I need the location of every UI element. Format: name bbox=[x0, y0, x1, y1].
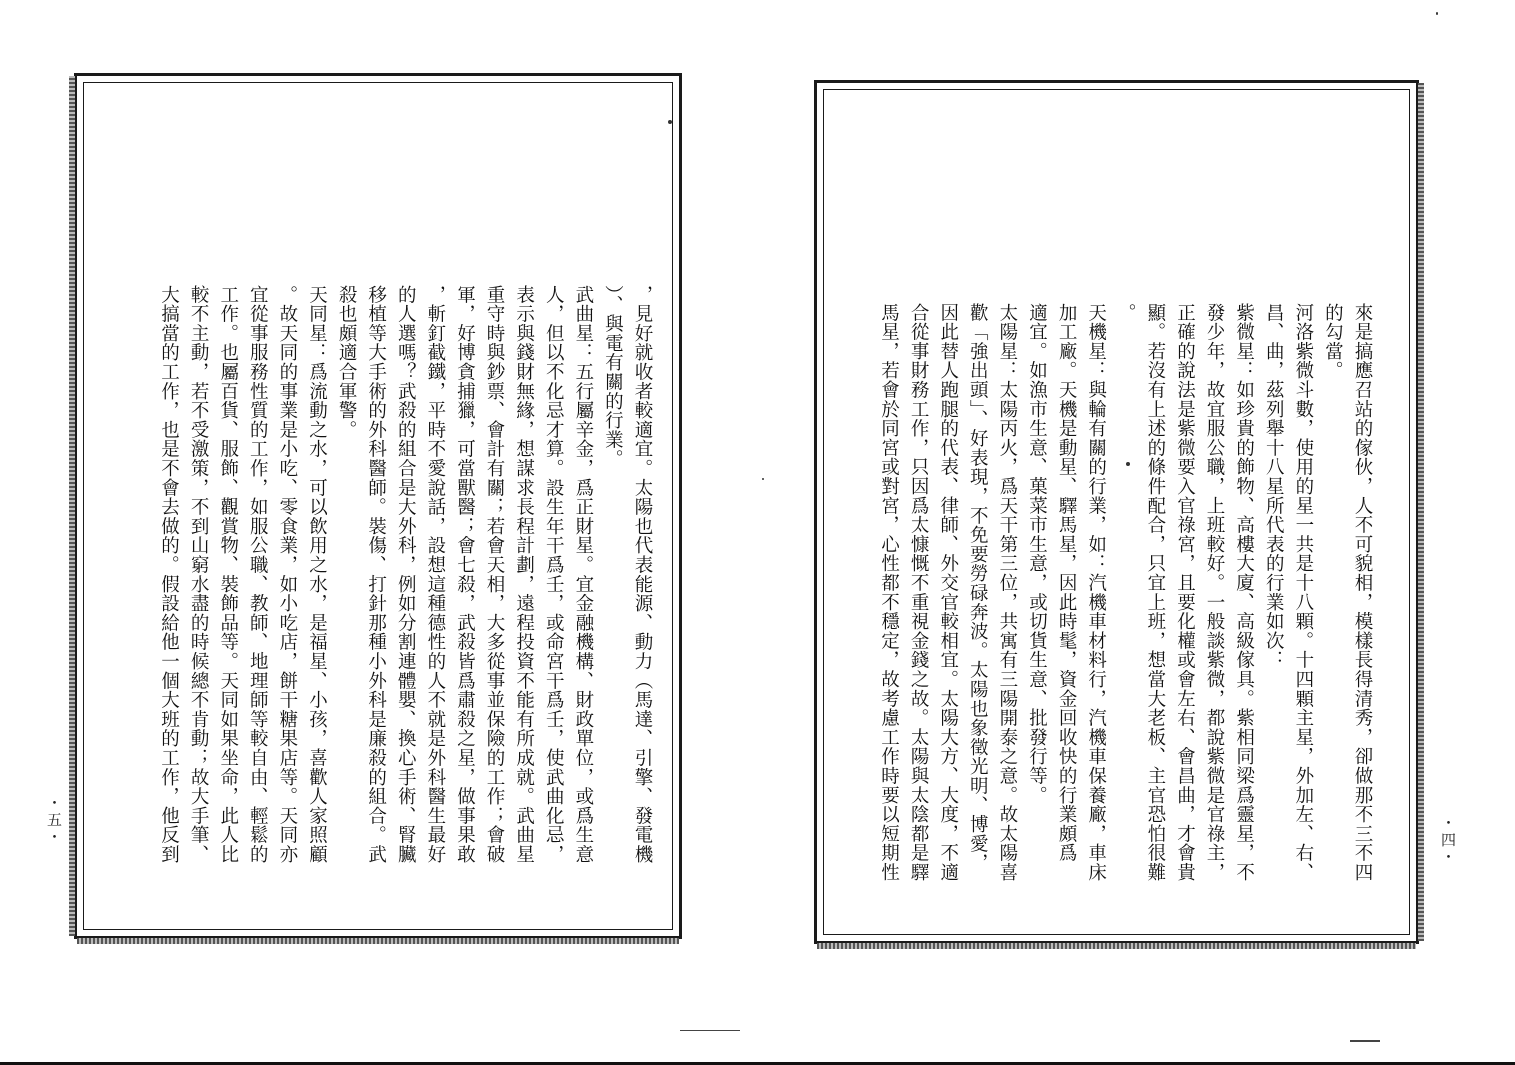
scan-speck bbox=[1436, 12, 1438, 15]
text-column: 較不主動，若不受激策，不到山窮水盡的時候總不肯動；故大手筆、 bbox=[188, 285, 210, 864]
text-column: 合從事財務工作，只因爲太慷慨不重視金錢之故。太陽與太陰都是驛 bbox=[908, 303, 930, 882]
scan-stray-mark bbox=[1350, 1040, 1380, 1042]
left-page-border-shading-side bbox=[69, 76, 75, 936]
text-column: 歡「強出頭」、好表現，不免要勞碌奔波。太陽也象徵光明、博愛， bbox=[967, 303, 989, 873]
text-column: 大搞當的工作，也是不會去做的。假設給他一個大班的工作，他反到 bbox=[158, 285, 180, 864]
right-page-border-shading bbox=[817, 943, 1416, 949]
left-page-body bbox=[154, 285, 657, 885]
text-column: 昌、曲，茲列舉十八星所代表的行業如次： bbox=[1263, 303, 1285, 670]
text-column: 馬星，若會於同宮或對宮，心性都不穩定，故考慮工作時要以短期性 bbox=[878, 303, 900, 882]
scan-speck bbox=[668, 120, 672, 124]
text-column: 殺也頗適合軍警。 bbox=[336, 285, 358, 440]
right-page-border-shading-side bbox=[1418, 83, 1424, 941]
text-column: 移植等大手術的外科醫師。裝傷、打針那種小外科是廉殺的組合。武 bbox=[365, 285, 387, 864]
text-column: ，見好就收者較適宜。太陽也代表能源、動力（馬達、引擎、發電機 bbox=[632, 285, 653, 864]
text-column: 天同星：爲流動之水，可以飲用之水，是福星、小孩，喜歡人家照顧 bbox=[306, 285, 328, 864]
text-column: 因此替人跑腿的代表、律師、外交官較相宜。太陽大方、大度，不適 bbox=[937, 303, 959, 882]
left-page-border-shading bbox=[77, 938, 679, 944]
left-page-number: ・五・ bbox=[45, 795, 63, 846]
scan-speck bbox=[762, 478, 764, 480]
text-column: 表示與錢財無緣，想謀求長程計劃，遠程投資不能有所成就。武曲星 bbox=[513, 285, 535, 864]
text-column: 。故天同的事業是小吃、零食業，如小吃店，餅干糖果店等。天同亦 bbox=[276, 285, 298, 864]
text-column: 紫微星：如珍貴的飾物、高樓大廈、高級傢具。紫相同梁爲靈星，不 bbox=[1233, 303, 1255, 882]
right-page-body bbox=[874, 303, 1377, 882]
text-column: 武曲星：五行屬辛金，爲正財星。宜金融機構、財政單位，或爲生意 bbox=[572, 285, 594, 864]
text-column: 來是搞應召站的傢伙，人不可貌相，模樣長得清秀，卻做那不三不四 bbox=[1352, 303, 1373, 882]
text-column: 。 bbox=[1115, 303, 1137, 323]
text-column: 的人選嗎？武殺的組合是大外科，例如分割連體嬰、換心手術、腎臟 bbox=[395, 285, 417, 864]
scan-stray-mark bbox=[680, 1030, 740, 1031]
scan-speck bbox=[1126, 462, 1130, 466]
text-column: 河洛紫微斗數，使用的星一共是十八顆。十四顆主星，外加左、右、 bbox=[1292, 303, 1314, 882]
text-column: 加工廠。天機是動星、驛馬星，因此時髦，資金回收快的行業頗爲 bbox=[1056, 303, 1078, 863]
right-page-number: ・四・ bbox=[1439, 815, 1457, 866]
text-column: 人，但以不化忌才算。設生年干爲壬，或命宮干爲壬，使武曲化忌， bbox=[543, 285, 565, 864]
text-column: 天機星：與輪有關的行業，如：汽機車材料行，汽機車保養廠，車床 bbox=[1085, 303, 1107, 882]
text-column: ）、與電有關的行業。 bbox=[602, 285, 624, 469]
text-column: 太陽星：太陽丙火，爲天干第三位，共寓有三陽開泰之意。故太陽喜 bbox=[996, 303, 1018, 882]
text-column: 顯。若沒有上述的條件配合，只宜上班，想當大老板、主官恐怕很難 bbox=[1144, 303, 1166, 882]
text-column: 重守時與鈔票、會計有關；若會天相，大多從事並保險的工作；會破 bbox=[484, 285, 506, 864]
text-column: 的勾當。 bbox=[1322, 303, 1344, 381]
text-column: 工作。也屬百貨、服飾、觀賞物、裝飾品等。天同如果坐命，此人比 bbox=[217, 285, 239, 864]
text-column: 宜從事服務性質的工作，如服公職、教師、地理師等較自由、輕鬆的 bbox=[247, 285, 269, 864]
text-column: ，斬釘截鐵，平時不愛說話，設想這種德性的人不就是外科醫生最好 bbox=[424, 285, 446, 864]
text-column: 發少年，故宜服公職，上班較好。一般談紫微，都說紫微是官祿主， bbox=[1204, 303, 1226, 882]
text-column: 軍，好博貪捕獵，可當獸醫；會七殺，武殺皆爲肅殺之星，做事果敢 bbox=[454, 285, 476, 864]
text-column: 適宜。如漁市生意、菓菜市生意，或切貨生意、批發行等。 bbox=[1026, 303, 1048, 805]
text-column: 正確的說法是紫微要入官祿宮，且要化權或會左右、會昌曲，才會貴 bbox=[1174, 303, 1196, 882]
